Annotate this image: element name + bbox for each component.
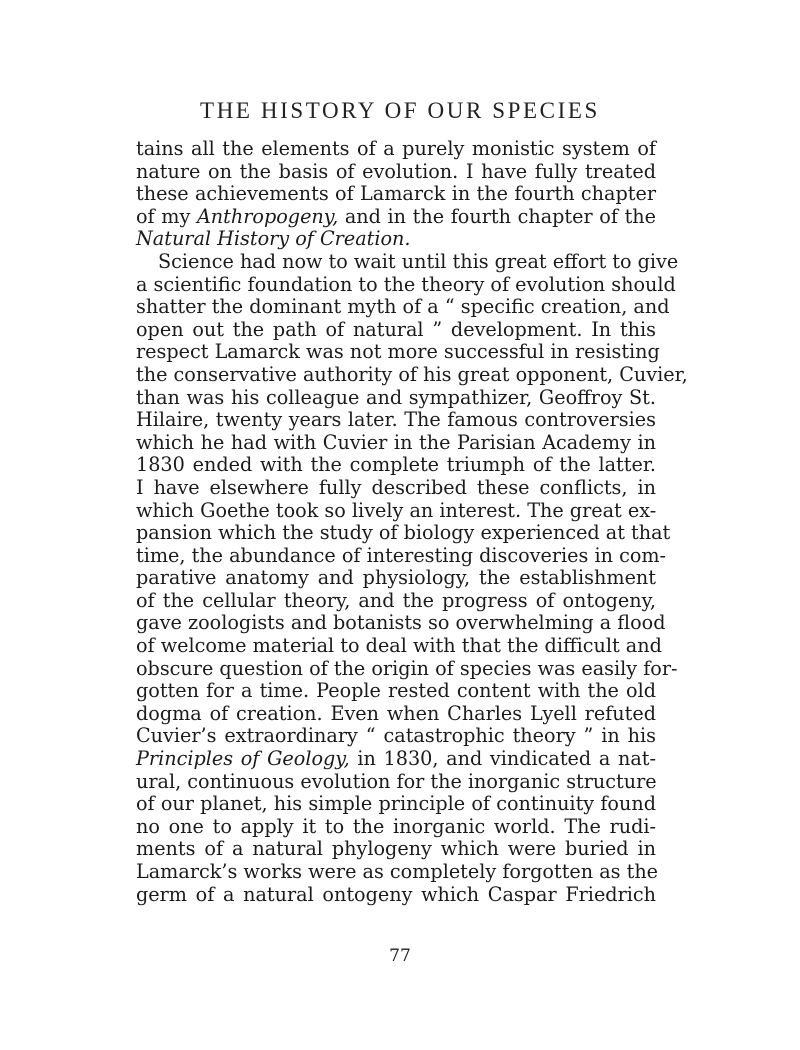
- text-line: parative anatomy and physiology, the establishment: [136, 566, 656, 590]
- text-line: the conservative authority of his great opponent, Cuvier,: [136, 362, 688, 386]
- text-segment: of my: [136, 204, 197, 228]
- text-line: these achievements of Lamarck in the fourth chapter: [136, 182, 656, 206]
- text-line: a scientific foundation to the theory of evolution should: [136, 272, 676, 296]
- running-head: THE HISTORY OF OUR SPECIES: [200, 98, 600, 123]
- text-segment: and in the fourth chapter of the: [338, 204, 656, 228]
- text-line: ural, continuous evolution for the inorganic structure: [136, 769, 657, 793]
- text-line: [136, 748, 656, 771]
- text-line: ments of a natural phylogeny which were buried in: [136, 837, 656, 861]
- text-line: open out the path of natural ” development. In this: [136, 317, 656, 341]
- text-line: time, the abundance of interesting discoveries in com-: [136, 543, 667, 567]
- text-line: no one to apply it to the inorganic world. The rudi-: [136, 814, 656, 838]
- text-line: of our planet, his simple principle of continuity found: [136, 792, 656, 816]
- text-line: which Goethe took so lively an interest. The great ex-: [136, 498, 657, 522]
- text-line: Cuvier’s extraordinary “ catastrophic theory ” in his: [136, 724, 656, 748]
- text-segment: in 1830, and vindicated a nat-: [349, 747, 656, 771]
- text-line: Lamarck’s works were as completely forgotten as the: [136, 860, 659, 883]
- body-text: [136, 137, 688, 906]
- text-line: tains all the elements of a purely monistic system of: [136, 137, 656, 160]
- text-line: dogma of creation. Even when Charles Lyell refuted: [136, 701, 656, 725]
- text-line: of the cellular theory, and the progress of ontogeny,: [136, 588, 656, 612]
- book-title-principles-of-geology: Principles of Geology,: [136, 747, 350, 771]
- text-line: which he had with Cuvier in the Parisian Academy in: [136, 430, 656, 454]
- text-line: [136, 228, 656, 251]
- text-line: germ of a natural ontogeny which Caspar Friedrich: [136, 882, 656, 906]
- paragraph-2: [136, 249, 688, 906]
- page-number: 77: [389, 946, 411, 966]
- text-line: shatter the dominant myth of a “ specific creation, and: [136, 295, 670, 319]
- text-line: respect Lamarck was not more successful in resisting: [136, 340, 660, 364]
- text-line: 1830 ended with the complete triumph of the latter.: [136, 453, 656, 477]
- paragraph-1: [136, 138, 656, 251]
- text-line: Science had now to wait until this great effort to give: [158, 249, 679, 273]
- text-line: pansion which the study of biology experienced at that: [136, 521, 671, 545]
- text-line: nature on the basis of evolution. I have fully treated: [136, 159, 656, 183]
- text-line: Hilaire, twenty years later. The famous controversies: [136, 408, 656, 432]
- text-line: gave zoologists and botanists so overwhelming a flood: [136, 611, 666, 635]
- text-line: of welcome material to deal with that the difficult and: [136, 634, 662, 658]
- text-line: than was his colleague and sympathizer, Geoffroy St.: [136, 385, 656, 409]
- book-title-natural-history: Natural History of Creation.: [136, 227, 411, 251]
- text-line: gotten for a time. People rested content with the old: [136, 679, 656, 703]
- text-line: [136, 206, 656, 229]
- text-line: obscure question of the origin of species was easily for-: [136, 656, 678, 680]
- text-line: I have elsewhere fully described these conflicts, in: [136, 475, 656, 499]
- book-title-anthropogeny: Anthropogeny,: [196, 204, 339, 228]
